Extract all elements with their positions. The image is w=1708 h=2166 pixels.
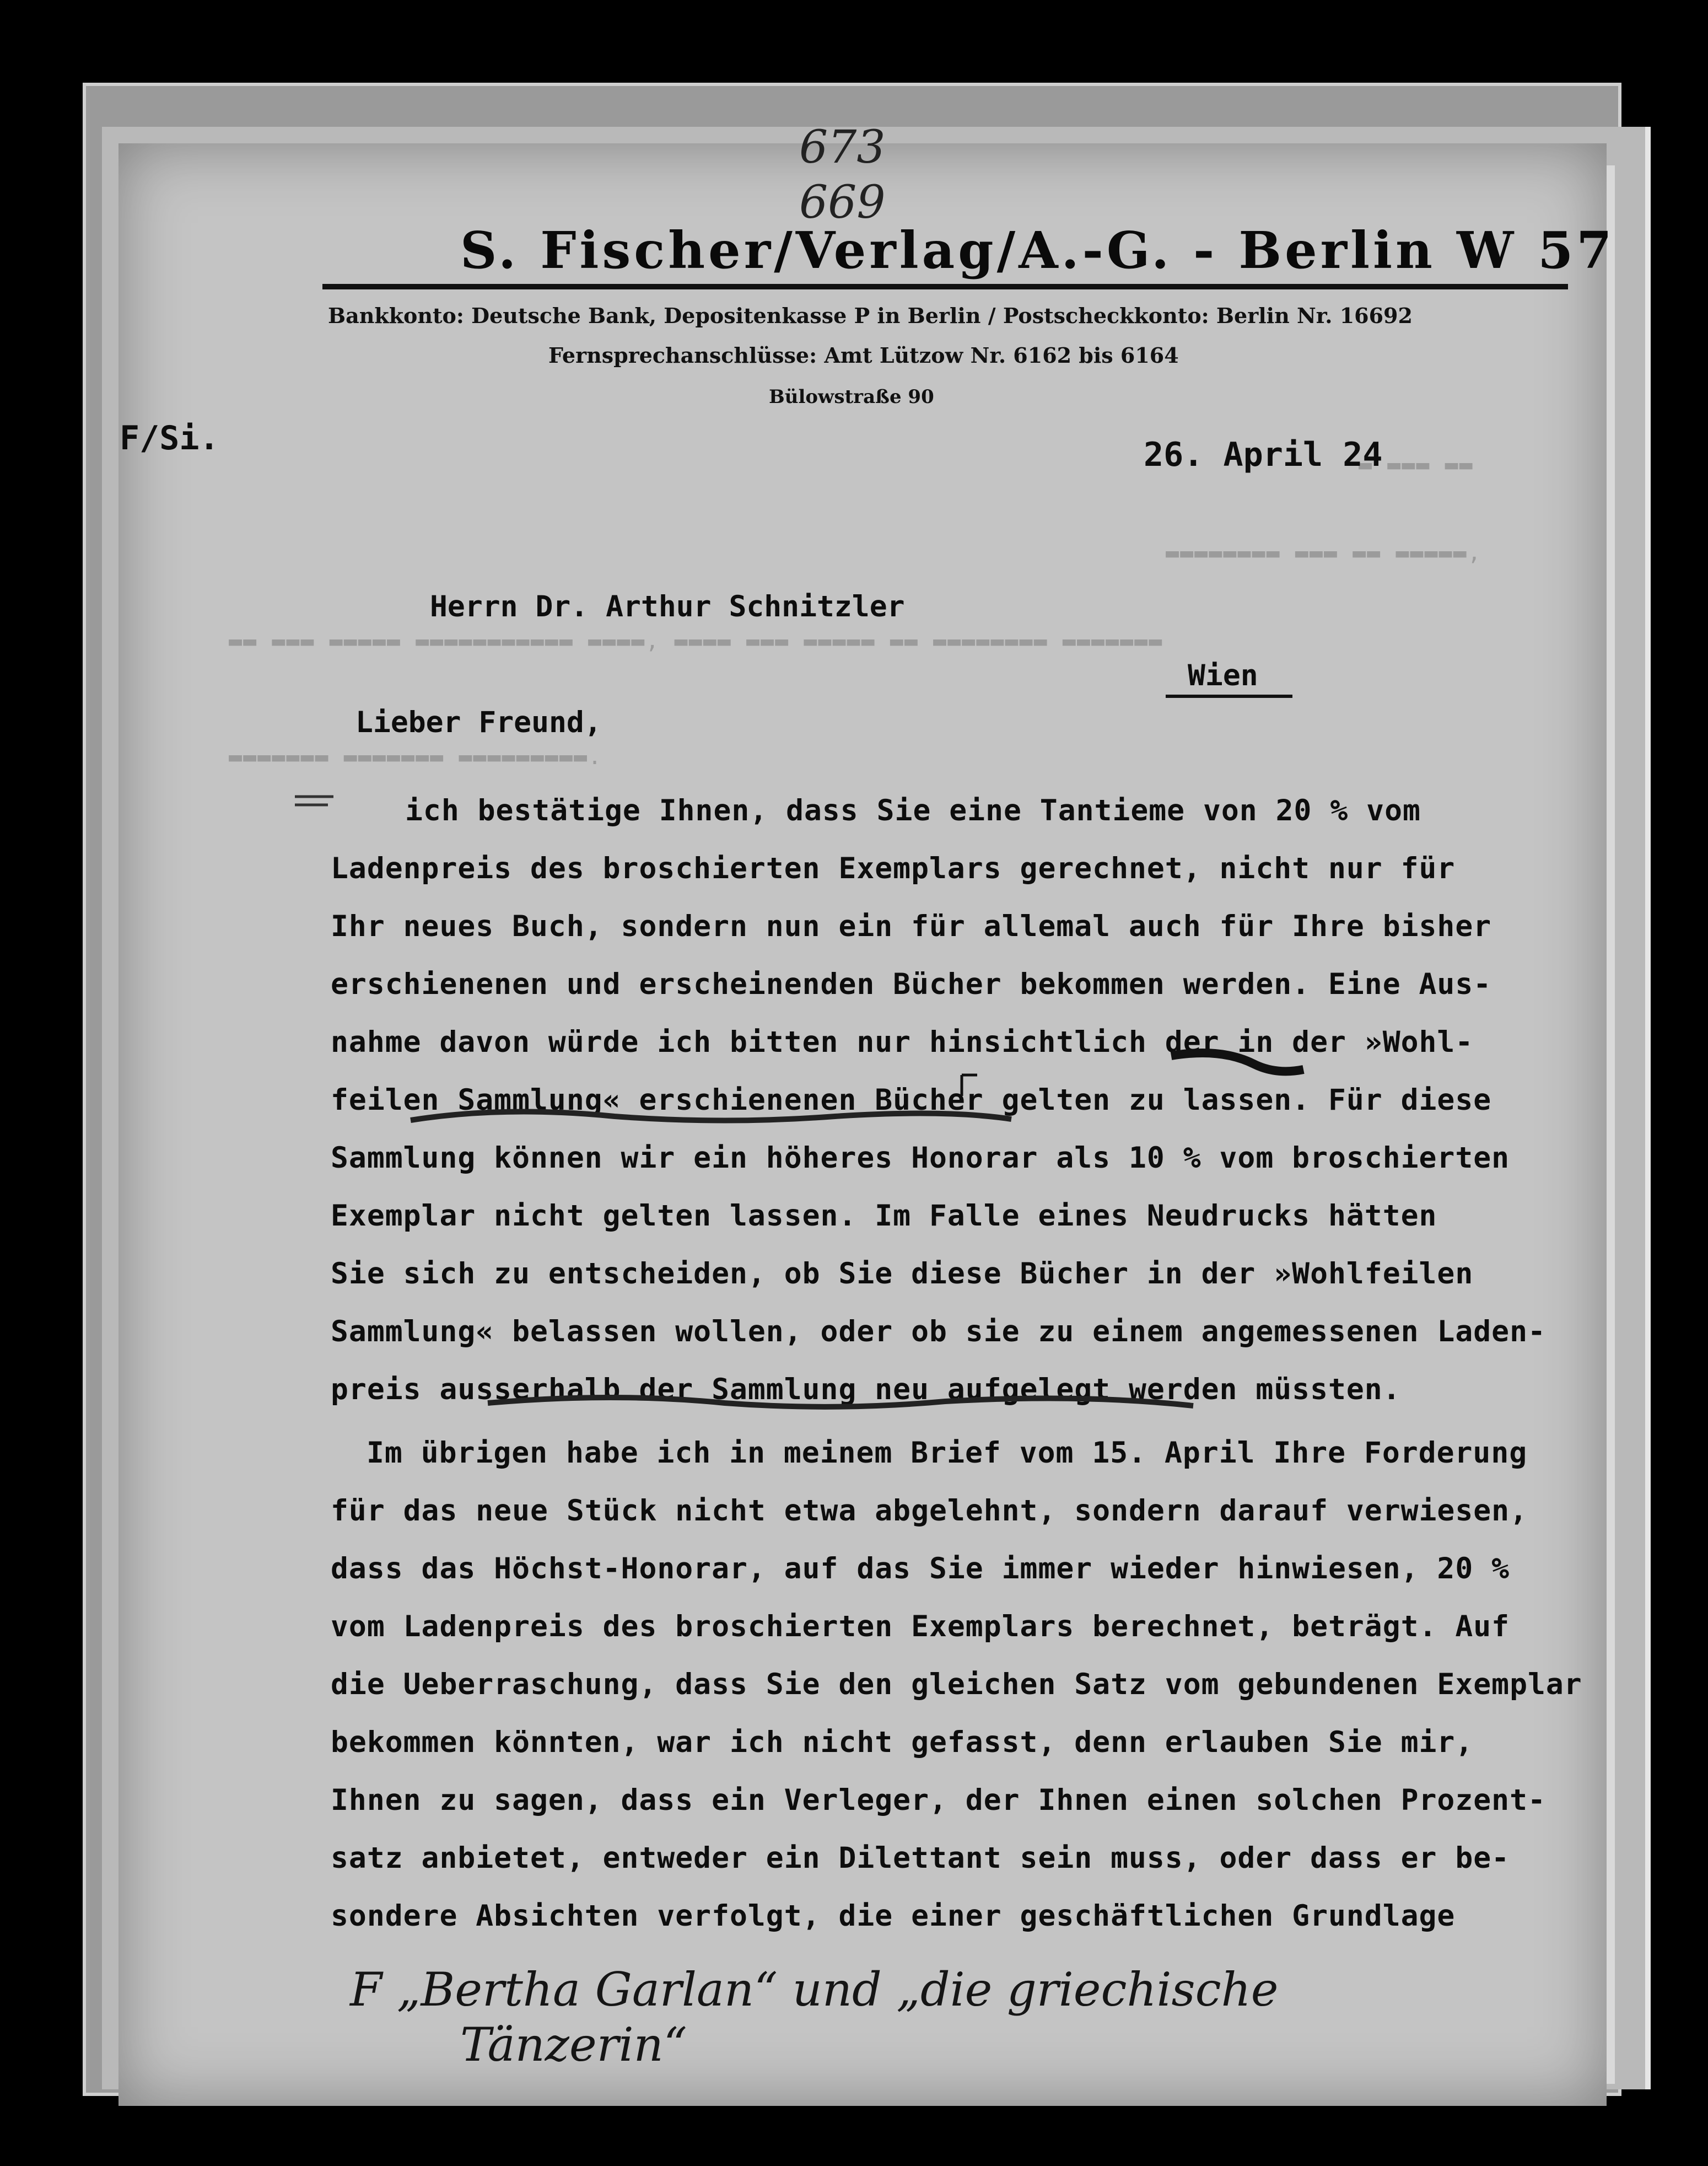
handwritten-footnote-line-2: Tänzerin“ bbox=[460, 2018, 687, 2072]
salutation: Lieber Freund, bbox=[355, 706, 602, 739]
body-line: für das neue Stück nicht etwa abgelehnt, sondern darauf verwiesen, bbox=[331, 1494, 1528, 1528]
body-line: vom Ladenpreis des broschierten Exemplars berechnet, beträgt. Auf bbox=[331, 1610, 1510, 1643]
body-line: feilen Sammlung« erschienenen Bücher gelten zu lassen. Für diese bbox=[331, 1083, 1492, 1117]
body-line: ich bestätige Ihnen, dass Sie eine Tantieme von 20 % vom bbox=[405, 794, 1421, 827]
body-line: erschienenen und erscheinenden Bücher bekommen werden. Eine Aus- bbox=[331, 968, 1492, 1001]
body-line: Exemplar nicht gelten lassen. Im Falle eines Neudrucks hätten bbox=[331, 1199, 1437, 1233]
bleed-through-text: ▬▬▬▬▬▬▬▬ ▬▬▬ ▬▬ ▬▬▬▬▬, bbox=[1166, 540, 1482, 566]
letterhead-bank-line: Bankkonto: Deutsche Bank, Depositenkasse P in Berlin / Postscheckkonto: Berlin Nr. 16692 bbox=[328, 303, 1413, 328]
body-line: Sie sich zu entscheiden, ob Sie diese Bücher in der »Wohlfeilen bbox=[331, 1257, 1474, 1291]
letterhead-phone-line: Fernsprechanschlüsse: Amt Lützow Nr. 6162 bis 6164 bbox=[548, 343, 1179, 368]
body-line: nahme davon würde ich bitten nur hinsichtlich der in der »Wohl- bbox=[331, 1025, 1474, 1059]
archive-number-upper: 673 bbox=[799, 121, 886, 174]
bleed-through-text: ▬ ▬▬▬ ▬▬ bbox=[1359, 452, 1474, 477]
body-line: Sammlung« belassen wollen, oder ob sie zu einem angemessenen Laden- bbox=[331, 1315, 1546, 1348]
body-line: bekommen könnten, war ich nicht gefasst, denn erlauben Sie mir, bbox=[331, 1726, 1474, 1759]
body-line: Ihr neues Buch, sondern nun ein für allemal auch für Ihre bisher bbox=[331, 910, 1492, 943]
bleed-through-text: ▬▬ ▬▬▬ ▬▬▬▬▬ ▬▬▬▬▬▬▬▬▬▬▬ ▬▬▬▬, ▬▬▬▬ ▬▬▬ ▬▬▬▬▬ ▬▬ ▬▬▬▬▬▬▬▬ ▬▬▬▬▬▬▬ bbox=[229, 628, 1163, 654]
body-line: Ihnen zu sagen, dass ein Verleger, der Ihnen einen solchen Prozent- bbox=[331, 1783, 1546, 1817]
reference-code: F/Si. bbox=[120, 419, 219, 458]
letterhead-title: S. Fischer/Verlag/A.-G. - Berlin W 57 bbox=[460, 221, 1615, 280]
bleed-through-text: ▬▬▬▬▬▬▬ ▬▬▬▬▬▬▬ ▬▬▬▬▬▬▬▬▬. bbox=[229, 744, 603, 770]
recipient-city: Wien bbox=[1188, 659, 1258, 692]
body-line: dass das Höchst-Honorar, auf das Sie immer wieder hinwiesen, 20 % bbox=[331, 1552, 1510, 1585]
body-line: Sammlung können wir ein höheres Honorar als 10 % vom broschierten bbox=[331, 1141, 1510, 1175]
recipient-name: Herrn Dr. Arthur Schnitzler bbox=[430, 590, 905, 624]
handwritten-footnote-line-1: F „Bertha Garlan“ und „die griechische bbox=[350, 1963, 1279, 2017]
archive-number-lower: 669 bbox=[799, 176, 886, 229]
letter-date: 26. April 24 bbox=[1144, 436, 1383, 474]
body-line: Im übrigen habe ich in meinem Brief vom 15. April Ihre Forderung bbox=[367, 1436, 1528, 1470]
letter-page bbox=[118, 121, 1615, 2106]
letterhead-street: Bülowstraße 90 bbox=[769, 386, 934, 408]
body-line: satz anbietet, entweder ein Dilettant sein muss, oder dass er be- bbox=[331, 1841, 1510, 1875]
body-line: die Ueberraschung, dass Sie den gleichen Satz vom gebundenen Exemplar bbox=[331, 1668, 1582, 1701]
body-line: Ladenpreis des broschierten Exemplars gerechnet, nicht nur für bbox=[331, 852, 1456, 885]
body-line: preis ausserhalb der Sammlung neu aufgelegt werden müssten. bbox=[331, 1373, 1401, 1406]
pencil-annotations bbox=[118, 143, 1607, 2106]
body-line: sondere Absichten verfolgt, die einer geschäftlichen Grundlage bbox=[331, 1899, 1456, 1933]
